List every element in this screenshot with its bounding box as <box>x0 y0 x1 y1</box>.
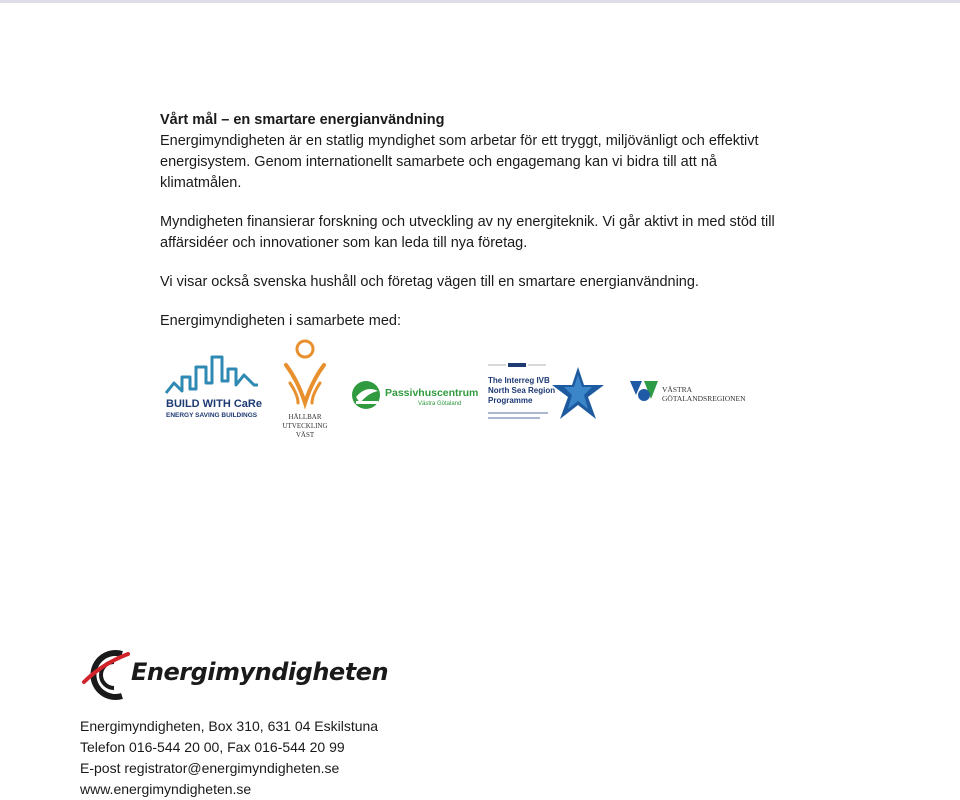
main-text <box>160 110 800 332</box>
paragraph-intro: Energimyndigheten är en statlig myndighet som arbetar för ett tryggt, miljövänligt och effektivt energisystem. Genom internationellt samarbete och engagemang kan vi bidra till att nå klimatmålen. <box>160 133 759 191</box>
paragraph-research: Myndigheten finansierar forskning och utveckling av ny energiteknik. Vi går aktivt in med stöd till affärsidéer och innovationer som kan leda till nya företag. <box>160 214 775 251</box>
hallbar-figure-icon <box>276 337 334 441</box>
hallbar-line2: UTVECKLING <box>282 422 328 430</box>
passivhus-leaf-icon <box>350 379 479 413</box>
interreg-line3: Programme <box>488 396 533 405</box>
energimyndigheten-symbol-icon <box>78 646 130 704</box>
paragraph-partners-intro: Energimyndigheten i samarbete med: <box>160 313 401 329</box>
contact-info <box>80 716 378 800</box>
top-border <box>0 0 960 3</box>
passivhuscentrum-logo <box>350 379 479 413</box>
hallbar-line3: VÄST <box>295 431 315 439</box>
contact-email[interactable]: E-post registrator@energimyndigheten.se <box>80 760 340 776</box>
vgr-line2: GÖTALANDSREGIONEN <box>662 394 746 403</box>
skyline-icon <box>164 353 260 423</box>
vgr-line1: VÄSTRA <box>662 385 693 394</box>
hallbar-line1: HÅLLBAR <box>288 413 322 421</box>
contact-website[interactable]: www.energimyndigheten.se <box>80 781 252 797</box>
interreg-line1: The Interreg IVB <box>488 376 550 385</box>
vgr-emblem-icon <box>630 379 754 407</box>
contact-address: Energimyndigheten, Box 310, 631 04 Eskilstuna <box>80 718 379 734</box>
interreg-line2: North Sea Region <box>488 386 556 395</box>
passivhus-title: Passivhuscentrum <box>385 387 479 399</box>
build-with-care-title: BUILD WITH CaRe <box>166 398 262 410</box>
paragraph-households: Vi visar också svenska hushåll och företag vägen till en smartare energianvändning. <box>160 274 699 290</box>
page-heading: Vårt mål – en smartare energianvändning <box>160 112 445 128</box>
hallbar-utveckling-vast-logo <box>276 337 334 441</box>
energimyndigheten-wordmark: Energimyndigheten <box>131 658 389 686</box>
energimyndigheten-logo <box>78 646 389 704</box>
interreg-logo <box>486 363 610 427</box>
vastra-gotalandsregionen-logo <box>630 379 754 407</box>
interreg-starfish-icon <box>486 363 610 427</box>
build-with-care-subtitle: ENERGY SAVING BUILDINGS <box>166 412 258 419</box>
build-with-care-logo <box>164 353 260 423</box>
contact-phone: Telefon 016-544 20 00, Fax 016-544 20 99 <box>80 739 345 755</box>
partner-logos <box>160 335 760 445</box>
passivhus-subtitle: Västra Götaland <box>418 401 462 407</box>
